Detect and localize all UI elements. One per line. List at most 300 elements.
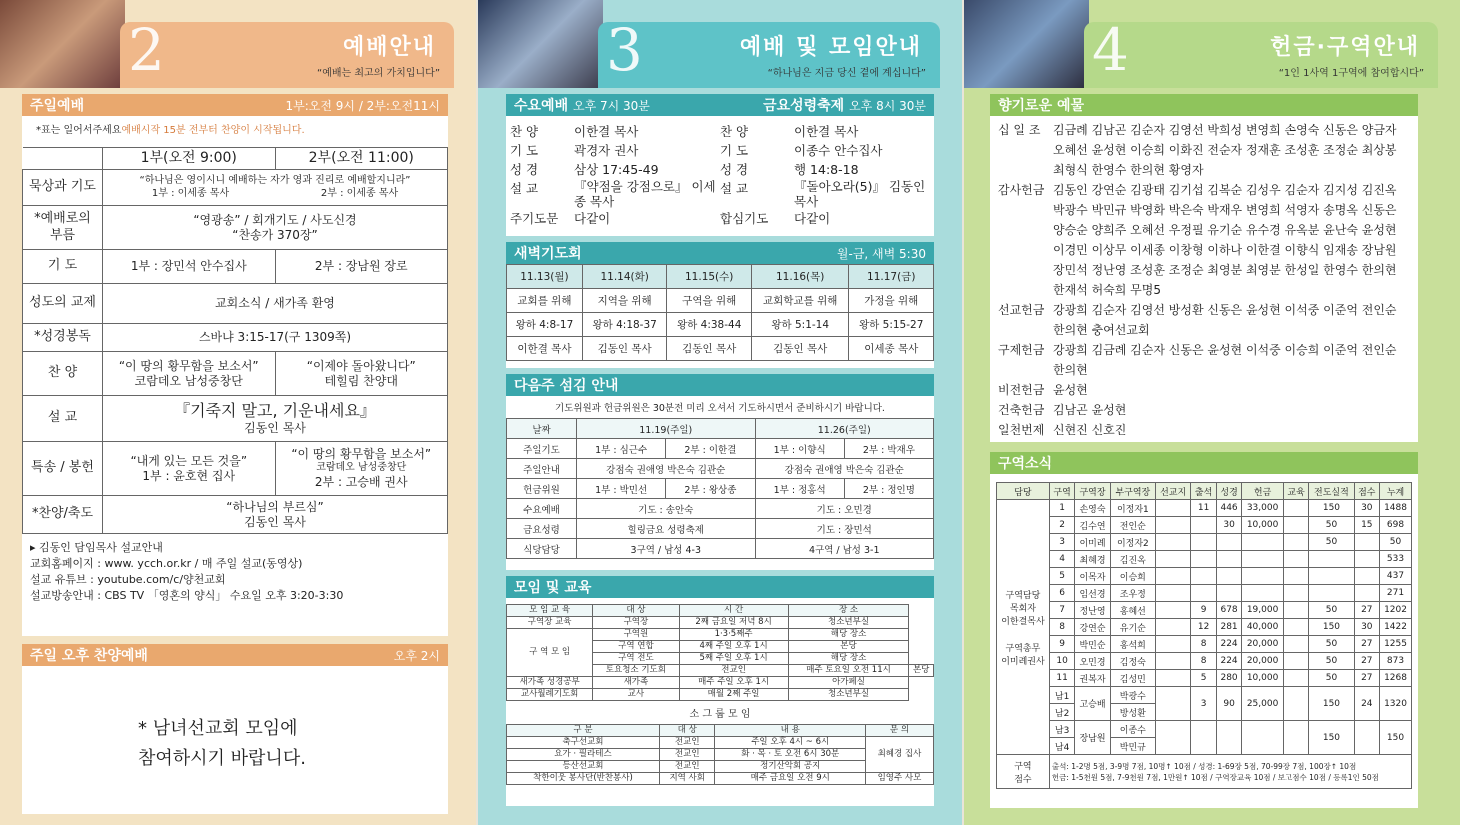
sub-leader: 유기순 (1110, 619, 1155, 636)
cell: 임영주 사모 (865, 773, 933, 785)
col-header: 점수 (1354, 483, 1379, 500)
fri-value: 다같이 (794, 211, 831, 226)
cell: 1부 : 장민석 안수집사 (103, 250, 276, 284)
table-row (997, 653, 1412, 670)
dawn-prayer-card (506, 242, 934, 368)
cell: 해당 장소 (788, 629, 909, 641)
cell: 최혜경 집사 (865, 737, 933, 773)
sub-leader: 홍석희 (1110, 636, 1155, 653)
cell: 구역장 (593, 617, 679, 629)
cell (1283, 534, 1308, 551)
cell (1155, 517, 1190, 534)
cell: 2부 : 정인명 (844, 479, 933, 499)
small-group-title: 소 그 룹 모 임 (689, 709, 751, 720)
score-row (997, 755, 1412, 789)
cell: 스바냐 3:15-17(구 1309쪽) (103, 324, 448, 352)
cell: 김동인 목사 (244, 421, 306, 435)
sub-leader: 박광수 (1110, 687, 1155, 704)
next-title: 다음주 섬김 안내 (514, 378, 619, 394)
col-header: 11.19(주일) (577, 419, 756, 439)
cell: 1부 : 정홍석 (755, 479, 844, 499)
leader: 장남원 (1075, 721, 1110, 755)
cell (1216, 568, 1241, 585)
cell: 280 (1216, 670, 1241, 687)
row-label: 식당담당 (507, 539, 577, 559)
cell: 구역장 교육 (507, 617, 593, 629)
fri-label: 설 교 (720, 181, 749, 196)
col-header: 구 분 (507, 725, 660, 737)
cell: 5 (1191, 670, 1216, 687)
verse: 왕하 4:18-37 (582, 313, 667, 337)
fri-label: 합심기도 (720, 211, 769, 226)
cell: 2부 : 왕상종 (666, 479, 755, 499)
wed-value: 곽경자 권사 (574, 143, 639, 158)
wed-label: 설 교 (510, 181, 539, 196)
table-row (997, 585, 1412, 602)
cell: 새가족 성경공부 (507, 677, 593, 689)
table-row (997, 636, 1412, 653)
cell: 678 (1216, 602, 1241, 619)
cell: 150 (1309, 500, 1354, 517)
next-note: 기도위원과 헌금위원은 30분전 미리 오셔서 기도하시면서 준비하시기 바랍니다. (555, 403, 885, 414)
sunday-times: 1부:오전 9시 / 2부:오전11시 (285, 98, 440, 113)
section-title: 예배안내 (342, 35, 436, 60)
cell: 4구역 / 남성 3-1 (755, 539, 934, 559)
offering-type: 비전헌금 (998, 383, 1045, 397)
cell (1216, 551, 1241, 568)
leader: 이미례 (1075, 534, 1110, 551)
cell: 271 (1380, 585, 1412, 602)
fri-title: 금요성령축제 (763, 98, 845, 114)
cell (1155, 568, 1190, 585)
info-line: 설교 유튜브 : youtube.com/c/양천교회 (30, 573, 226, 586)
cell (1309, 585, 1354, 602)
offering-names-line: 한재석 허숙희 무명5 (1053, 283, 1162, 297)
cell: 5째 주일 오후 1시 (679, 653, 788, 665)
cell: 교사 (593, 689, 679, 701)
col-header: 출석 (1191, 483, 1216, 500)
col-header: 11.26(주일) (755, 419, 934, 439)
wed-value: 삼상 17:45-49 (574, 162, 659, 177)
cell (1155, 653, 1190, 670)
notice-text: *표는 일어서주세요 (36, 125, 122, 136)
cell: 50 (1309, 636, 1354, 653)
row-label: *예배로의 부름 (23, 206, 103, 250)
offering-names (1053, 380, 1088, 400)
offering-names-line: 신현진 신호진 (1053, 423, 1127, 437)
cell: 착한이웃 봉사단(반찬봉사) (507, 773, 660, 785)
cell: 본당 (909, 665, 934, 677)
offering-list (990, 116, 1418, 444)
worship-photo (0, 0, 125, 88)
district-no: 7 (1049, 602, 1074, 619)
day: 11.14(화) (582, 265, 667, 289)
score-label-line: 구역 (1014, 761, 1032, 772)
cell: 구역원 (593, 629, 679, 641)
cell: 전교인 (679, 665, 788, 677)
cell: 1·3·5째주 (679, 629, 788, 641)
section-subtitle: “1인 1사역 1구역에 참여합시다” (1278, 68, 1424, 79)
wed-label: 주기도문 (510, 211, 559, 226)
score-text (1049, 755, 1411, 789)
offering-names-line: 한의현 (1053, 363, 1088, 377)
dawn-bar (506, 242, 934, 264)
wed-label: 성 경 (510, 162, 539, 177)
col-header: 구역 (1049, 483, 1074, 500)
offering-names-line: 이경민 이상무 이세종 이창형 이하나 이한결 이향식 임재송 장남원 (1053, 243, 1397, 257)
cell: 150 (1309, 721, 1354, 755)
cell: 교사월례기도회 (507, 689, 593, 701)
leader: 최혜경 (1075, 551, 1110, 568)
leader: 박민순 (1075, 636, 1110, 653)
section-number: 2 (128, 16, 165, 84)
cell: “하나님은 영이시니 예배하는 자가 영과 진리로 예배할지니라” (139, 175, 411, 186)
cell: 토요청소 기도회 (593, 665, 679, 677)
col-header: 모 임 교 육 (507, 605, 593, 617)
col-header: 시 간 (679, 605, 788, 617)
offering-names-line: 윤성현 (1053, 383, 1088, 397)
col-header: 대 상 (659, 725, 715, 737)
leader: 오민경 (1075, 653, 1110, 670)
section-title: 예배 및 모임안내 (739, 35, 922, 60)
cell: 1202 (1380, 602, 1412, 619)
cell: 9 (1191, 602, 1216, 619)
afternoon-message (22, 666, 448, 774)
weekday-body (506, 116, 934, 234)
offering-names (1053, 180, 1397, 300)
row-label: 성도의 교제 (23, 284, 103, 324)
cell: 1부 : 이향식 (755, 439, 844, 459)
cell: 주일 오후 4시 ~ 6시 (715, 737, 865, 749)
district-no: 남4 (1049, 738, 1074, 755)
cell: 전교인 (659, 749, 715, 761)
col-1st: 1부(오전 9:00) (103, 148, 276, 170)
offering-names (1053, 420, 1126, 440)
offering-row (998, 400, 1410, 420)
table-row (997, 619, 1412, 636)
sub-leader: 방성환 (1110, 704, 1155, 721)
offering-names (1053, 120, 1397, 180)
cell (1216, 721, 1241, 755)
cell: 50 (1309, 670, 1354, 687)
cell: “내게 있는 모든 것을” (130, 453, 248, 468)
meet-title: 모임 및 교육 (514, 580, 592, 596)
leader: 강연순 (1075, 619, 1110, 636)
cell (1191, 568, 1216, 585)
cell: 873 (1380, 653, 1412, 670)
wed-label: 찬 양 (510, 124, 539, 139)
dawn-table (506, 264, 934, 361)
cell: 1268 (1380, 670, 1412, 687)
cell (1242, 551, 1284, 568)
offering-row (998, 180, 1410, 300)
row-label: 기 도 (23, 250, 103, 284)
district-no: 11 (1049, 670, 1074, 687)
cell: 1부 : 이세종 목사 (151, 187, 230, 199)
table-row (997, 670, 1412, 687)
cell: 30 (1354, 619, 1379, 636)
leader: 김수연 (1075, 517, 1110, 534)
manager-line: 구역총무 (1005, 643, 1041, 654)
fri-value: 이한결 목사 (794, 124, 859, 139)
topic: 구역을 위해 (667, 289, 752, 313)
leader: 고승배 (1075, 687, 1110, 721)
weekday-worship-card (506, 94, 934, 236)
offering-names-line: 김동인 강연순 김광태 김기섭 김복순 김성우 김순자 김지성 김진옥 (1053, 183, 1397, 197)
cell: 본당 (788, 641, 909, 653)
cell: 1422 (1380, 619, 1412, 636)
cell: 27 (1354, 602, 1379, 619)
dawn-time: 월-금, 새벽 5:30 (836, 246, 926, 261)
fri-value: 행 14:8-18 (794, 162, 859, 177)
table-row (997, 602, 1412, 619)
district-title: 구역소식 (998, 456, 1053, 472)
wed-list (510, 122, 720, 228)
row-label: 수요예배 (507, 499, 577, 519)
sub-leader: 이종수 (1110, 721, 1155, 738)
district-no: 남1 (1049, 687, 1074, 704)
cell: 25,000 (1242, 687, 1284, 721)
row-label: 헌금위원 (507, 479, 577, 499)
cell: 기도 : 장민석 (755, 519, 934, 539)
offering-bar (990, 94, 1418, 116)
col-header: 담당 (997, 483, 1050, 500)
topic: 가정을 위해 (849, 289, 934, 313)
cell (1155, 721, 1190, 755)
sub-leader: 박민규 (1110, 738, 1155, 755)
section-number: 4 (1092, 16, 1129, 84)
cell: 224 (1216, 653, 1241, 670)
cell: 50 (1380, 534, 1412, 551)
choir-photo (478, 0, 603, 88)
district-bar (990, 452, 1418, 474)
cell (1155, 636, 1190, 653)
cell: 150 (1380, 721, 1412, 755)
cell: 1부 : 윤호현 집사 (142, 468, 236, 483)
cell (1191, 517, 1216, 534)
row-label: 주일기도 (507, 439, 577, 459)
row-label: 특송 / 봉헌 (23, 442, 103, 496)
offering-type: 건축헌금 (998, 403, 1045, 417)
offering-row (998, 120, 1410, 180)
sub-leader: 이정자1 (1110, 500, 1155, 517)
fri-label: 성 경 (720, 162, 749, 177)
district-no: 10 (1049, 653, 1074, 670)
offering-names-line: 강광희 김순자 김영선 방성환 신동은 윤성현 이석중 이준억 전인순 (1053, 303, 1397, 317)
cell: 2째 금요일 저녁 8시 (679, 617, 788, 629)
day: 11.16(목) (751, 265, 848, 289)
offering-row (998, 340, 1410, 380)
cell (1242, 568, 1284, 585)
table-row (997, 517, 1412, 534)
cell (1191, 551, 1216, 568)
cell: 기도 : 오민경 (755, 499, 934, 519)
cell: 2부 : 장남원 장로 (275, 250, 448, 284)
cell (1242, 721, 1284, 755)
cell: 10,000 (1242, 670, 1284, 687)
sunday-bar (22, 94, 448, 116)
sub-leader: 이정자2 (1110, 534, 1155, 551)
cell: 전교인 (659, 737, 715, 749)
cell (1155, 619, 1190, 636)
cell: 150 (1309, 619, 1354, 636)
cell: 27 (1354, 670, 1379, 687)
cell: 화 · 목 · 토 오전 6시 30분 (715, 749, 865, 761)
table-row (997, 687, 1412, 704)
panel-header (0, 0, 476, 88)
leader: 이목자 (1075, 568, 1110, 585)
fri-time: 오후 8시 30분 (849, 99, 926, 113)
row-label: 찬 양 (23, 352, 103, 396)
col-header: 문 의 (865, 725, 933, 737)
district-table (996, 482, 1412, 789)
cell: 224 (1216, 636, 1241, 653)
cell: 강점숙 권애영 박은숙 김관순 (755, 459, 934, 479)
cell (1283, 653, 1308, 670)
cell: 구역 전도 (593, 653, 679, 665)
cell (1309, 551, 1354, 568)
topic: 교회를 위해 (507, 289, 583, 313)
cell: 8 (1191, 653, 1216, 670)
district-no: 남3 (1049, 721, 1074, 738)
cell (1354, 568, 1379, 585)
message-line: 참여하시기 바랍니다. (138, 748, 306, 769)
cell: 15 (1354, 517, 1379, 534)
col-header: 날짜 (507, 419, 577, 439)
sub-leader: 조우정 (1110, 585, 1155, 602)
dawn-title: 새벽기도회 (514, 246, 582, 262)
offering-names (1053, 300, 1397, 340)
district-no: 남2 (1049, 704, 1074, 721)
sub-leader: 김정숙 (1110, 653, 1155, 670)
score-label (997, 755, 1050, 789)
leader: 이한결 목사 (507, 337, 583, 361)
cell: 축구선교회 (507, 737, 660, 749)
section-subtitle: “예배는 최고의 가치입니다” (317, 68, 440, 79)
cell: 12 (1191, 619, 1216, 636)
district-no: 6 (1049, 585, 1074, 602)
cell: 교회소식 / 새가족 환영 (103, 284, 448, 324)
offering-names (1053, 340, 1397, 380)
cell: 구역 연합 (593, 641, 679, 653)
row-label: 설 교 (23, 396, 103, 442)
cell: 698 (1380, 517, 1412, 534)
cell (1283, 721, 1308, 755)
cell: 매주 주일 오후 1시 (679, 677, 788, 689)
offering-names-line: 오혜선 윤성현 이승희 이화진 전순자 정재훈 조성훈 조정순 최상봉 (1053, 143, 1397, 157)
leader: 정난영 (1075, 602, 1110, 619)
offering-names-line: 장민석 정난영 조성훈 조정순 최영분 최영분 한성일 한영수 한의현 (1053, 263, 1397, 277)
offering-names-line: 한의현 충여선교회 (1053, 323, 1150, 337)
fri-value: 이종수 안수집사 (794, 143, 883, 158)
col-2nd: 2부(오전 11:00) (275, 148, 448, 170)
cell: 10,000 (1242, 517, 1284, 534)
verse: 왕하 4:38-44 (667, 313, 752, 337)
cell: 새가족 (593, 677, 679, 689)
leader: 김동인 목사 (582, 337, 667, 361)
manager-line: 이미례권사 (1001, 656, 1045, 667)
verse: 왕하 5:15-27 (849, 313, 934, 337)
row-label: 주일안내 (507, 459, 577, 479)
offering-names-line: 박광수 박민규 박영화 박은숙 박재우 변영희 석영자 송명옥 신동은 (1053, 203, 1397, 217)
offering-names-line: 김남곤 윤성현 (1053, 403, 1127, 417)
offering-names-line: 김금례 김남곤 김순자 김영선 박희성 변영희 손영숙 신동은 양금자 (1053, 123, 1397, 137)
cell (1216, 534, 1241, 551)
cell: 김동인 목사 (244, 514, 306, 529)
sermon-info (22, 534, 448, 607)
cell: 4째 주일 오후 1시 (679, 641, 788, 653)
cell: 강점숙 권애영 박은숙 김관순 (577, 459, 756, 479)
panel-worship (0, 0, 476, 825)
offering-row (998, 420, 1410, 440)
leader: 임선경 (1075, 585, 1110, 602)
offering-type: 구제헌금 (998, 343, 1045, 357)
cell (1283, 585, 1308, 602)
wed-time: 오후 7시 30분 (572, 99, 650, 113)
offering-card (990, 94, 1418, 442)
fri-list (720, 122, 930, 228)
offering-type: 감사헌금 (998, 183, 1045, 197)
leader: 손영숙 (1075, 500, 1110, 517)
district-no: 1 (1049, 500, 1074, 517)
offering-row (998, 380, 1410, 400)
leader: 권복자 (1075, 670, 1110, 687)
col-header: 내 용 (715, 725, 865, 737)
afternoon-time: 오후 2시 (393, 648, 440, 663)
cell: 해당 장소 (788, 653, 909, 665)
cell: 20,000 (1242, 636, 1284, 653)
table-row (997, 500, 1412, 517)
cell (1354, 721, 1379, 755)
score-line: 출석: 1-2명 5점, 3-9명 7점, 10명↑ 10점 / 성경: 1-69장 5점, 70-99장 7점, 100장↑ 10점 (1051, 761, 1357, 771)
cell: 청소년부실 (788, 689, 909, 701)
district-no: 5 (1049, 568, 1074, 585)
table-header-row (997, 483, 1412, 500)
fri-label: 기 도 (720, 143, 749, 158)
cell: 150 (1309, 687, 1354, 721)
col-header: 전도실적 (1309, 483, 1354, 500)
score-label-line: 점수 (1014, 774, 1032, 785)
wed-title: 수요예배 (514, 98, 569, 114)
cell: 힐링금요 성령축제 (577, 519, 756, 539)
cell: 2부 : 고승배 권사 (314, 474, 408, 489)
cell: 매주 토요일 오전 11시 (788, 665, 909, 677)
cell: 446 (1216, 500, 1241, 517)
cell (1216, 585, 1241, 602)
cell (1191, 721, 1216, 755)
sub-leader: 홍혜선 (1110, 602, 1155, 619)
cell (1283, 551, 1308, 568)
col-header: 부구역장 (1110, 483, 1155, 500)
col-header: 헌금 (1242, 483, 1284, 500)
cell: 2부 : 이세종 목사 (320, 187, 399, 199)
cell: 50 (1309, 517, 1354, 534)
cell: 1488 (1380, 500, 1412, 517)
row-label: *찬양/축도 (23, 496, 103, 534)
cell: 1255 (1380, 636, 1412, 653)
table-row (997, 551, 1412, 568)
small-group-table (506, 724, 934, 785)
afternoon-worship-card (22, 644, 448, 814)
offering-type: 선교헌금 (998, 303, 1045, 317)
wed-value: 다같이 (574, 211, 611, 226)
cell (1309, 568, 1354, 585)
cell: “이제야 돌아왔니다” (306, 358, 416, 373)
cell: 3구역 / 남성 4-3 (577, 539, 756, 559)
row-label: *성경봉독 (23, 324, 103, 352)
district-table-wrap (990, 474, 1418, 789)
col-header: 성경 (1216, 483, 1241, 500)
